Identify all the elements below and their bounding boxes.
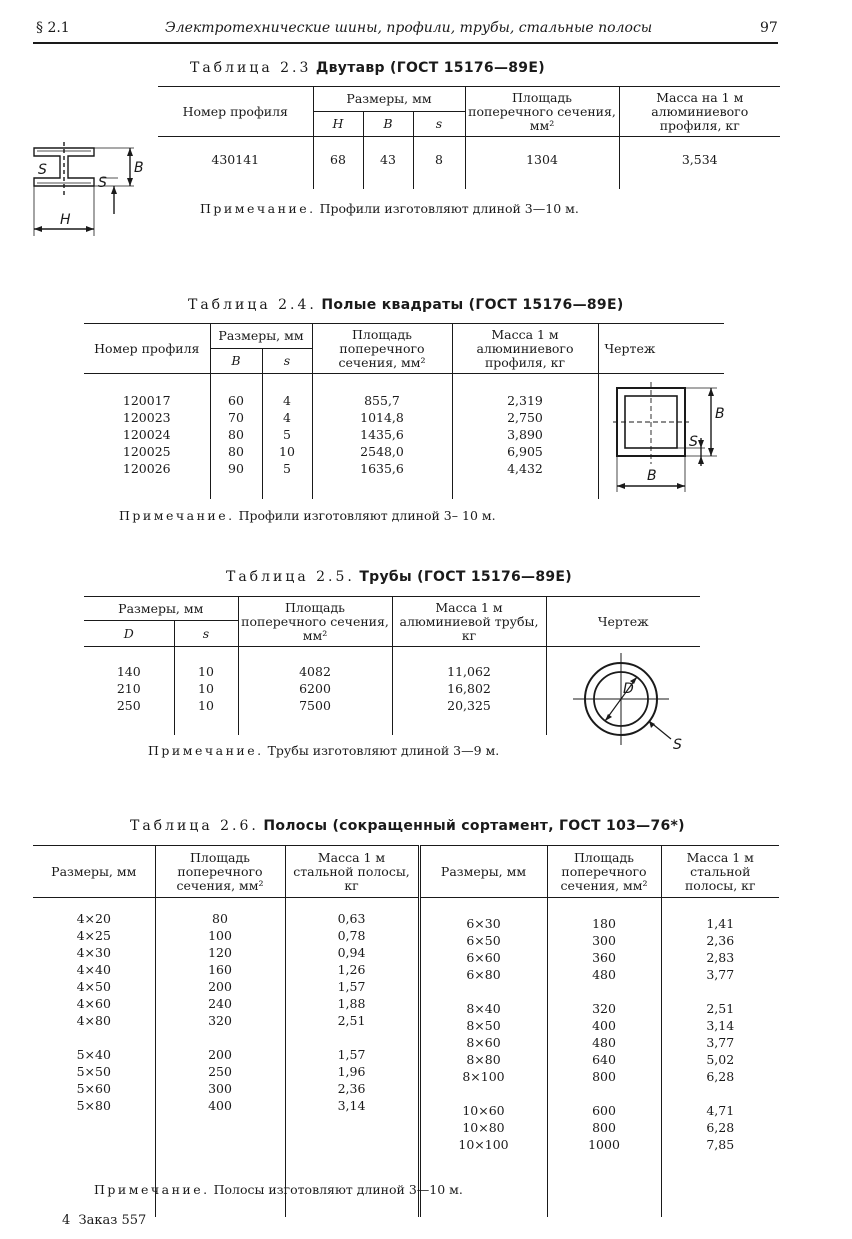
col-header-profile: Номер профиля [158, 87, 313, 137]
note-text: Трубы изготовляют длиной 3—9 м. [267, 743, 500, 758]
col-header-area: Площадь поперечного сечения, мм² [312, 324, 452, 374]
col-header-mass-right: Масса 1 м стальной полосы, кг [661, 846, 779, 898]
list-item: 1,26 [337, 962, 366, 977]
list-item: 480 [592, 1035, 616, 1050]
note-text: Полосы изготовляют длиной 3—10 м. [213, 1182, 463, 1197]
col-header-sizes-left: Размеры, мм [33, 846, 155, 898]
list-item: 2548,0 [360, 444, 404, 459]
note-label: Примечание. [200, 201, 316, 216]
list-item: 4,71 [706, 1103, 735, 1118]
list-item: 7500 [299, 698, 331, 713]
col-mass-values [452, 374, 598, 499]
section-number: § 2.1 [36, 20, 70, 36]
list-item [421, 983, 547, 1000]
table-2-3-name: Двутавр (ГОСТ 15176—89Е) [315, 60, 545, 76]
list-item: 800 [592, 1120, 616, 1135]
cell-profile: 430141 [158, 137, 313, 189]
list-item: 4,432 [507, 461, 543, 476]
list-item: 1635,6 [360, 461, 404, 476]
list-item: 6200 [299, 681, 331, 696]
col-header-s: s [413, 112, 465, 137]
list-item: 6,905 [507, 444, 543, 459]
col-header-area: Площадь поперечного сечения, мм² [238, 597, 392, 647]
table-2-3 [158, 86, 780, 189]
list-item: 7,85 [706, 1137, 735, 1152]
col-header-sizes-right: Размеры, мм [419, 846, 547, 898]
header-rule [33, 42, 778, 44]
col-mass-values [392, 647, 546, 735]
list-item: 20,325 [447, 698, 491, 713]
table-2-5-title [226, 569, 572, 585]
list-item: 5 [283, 461, 291, 476]
list-item: 2,36 [337, 1081, 366, 1096]
list-item [286, 1131, 418, 1148]
list-item [156, 1029, 285, 1046]
list-item: 10 [279, 444, 295, 459]
col-area-values [238, 647, 392, 735]
list-item [548, 983, 661, 1000]
square-label-b-bottom: B [646, 468, 657, 484]
list-item: 600 [592, 1103, 616, 1118]
col-header-mass: Масса 1 м алюминиевого профиля, кг [452, 324, 598, 374]
list-item: 8×80 [466, 1052, 501, 1067]
list-item [33, 1029, 155, 1046]
list-item: 16,802 [447, 681, 491, 696]
table-2-6-name: Полосы (сокращенный сортамент, ГОСТ 103—76*) [263, 818, 685, 834]
list-item: 3,14 [706, 1018, 735, 1033]
list-item: 1,57 [337, 1047, 366, 1062]
table-2-3-note [200, 201, 579, 216]
list-item: 855,7 [364, 393, 400, 408]
list-item: 0,94 [337, 945, 366, 960]
page-number: 97 [760, 20, 778, 36]
table-2-4-title [188, 297, 624, 313]
hollow-square-drawing [613, 382, 725, 496]
running-title: Электротехнические шины, профили, трубы, стальные полосы [165, 20, 653, 36]
list-item: 80 [212, 911, 228, 926]
list-item: 300 [592, 933, 616, 948]
list-item: 100 [208, 928, 232, 943]
cell-s: 8 [413, 137, 465, 189]
list-item: 2,750 [507, 410, 543, 425]
col-header-s: s [174, 621, 238, 647]
note-label: Примечание. [94, 1182, 210, 1197]
list-item: 6×60 [466, 950, 501, 965]
list-item: 5 [283, 427, 291, 442]
i-beam-drawing [28, 140, 158, 240]
list-item: 120024 [122, 427, 171, 442]
col-header-mass: Масса на 1 м алюминиевого профиля, кг [619, 87, 780, 137]
list-item: 2,36 [706, 933, 735, 948]
list-item: 1435,6 [360, 427, 404, 442]
list-item: 140 [116, 664, 141, 679]
col-header-sizes: Размеры, мм [210, 324, 312, 349]
col-header-sizes: Размеры, мм [84, 597, 238, 621]
list-item: 1014,8 [360, 410, 404, 425]
list-item: 640 [592, 1052, 616, 1067]
list-item: 3,77 [706, 967, 735, 982]
cell-h: 68 [313, 137, 363, 189]
cell-b: 43 [363, 137, 413, 189]
tube-drawing [573, 653, 693, 753]
col-header-b: B [363, 112, 413, 137]
list-item: 10 [198, 698, 214, 713]
list-item: 5×40 [76, 1047, 111, 1062]
list-item: 8×50 [466, 1018, 501, 1033]
list-item: 4×60 [76, 996, 111, 1011]
col-header-area: Площадь поперечного сечения, мм² [465, 87, 619, 137]
col-area-right [547, 898, 661, 1217]
list-item: 120025 [122, 444, 171, 459]
list-item: 10×80 [462, 1120, 505, 1135]
col-header-drawing: Чертеж [598, 324, 724, 374]
list-item: 4 [283, 410, 291, 425]
list-item: 2,51 [706, 1001, 735, 1016]
list-item: 10 [198, 664, 214, 679]
col-profile-values [84, 374, 210, 499]
col-b-values [210, 374, 262, 499]
list-item: 160 [208, 962, 232, 977]
list-item: 0,78 [337, 928, 366, 943]
list-item: 10×100 [458, 1137, 509, 1152]
col-d-values [84, 647, 174, 735]
col-header-b: B [210, 349, 262, 374]
list-item: 120023 [122, 410, 171, 425]
table-2-5-note [148, 743, 499, 758]
table-2-4-note [119, 508, 496, 523]
note-text: Профили изготовляют длиной 3—10 м. [319, 201, 579, 216]
list-item [662, 1085, 780, 1102]
note-label: Примечание. [148, 743, 264, 758]
list-item: 8×40 [466, 1001, 501, 1016]
list-item: 1,57 [337, 979, 366, 994]
list-item: 2,319 [507, 393, 543, 408]
col-sizes-left [33, 898, 155, 1217]
col-mass-left [285, 898, 419, 1217]
list-item [33, 1131, 155, 1148]
list-item: 180 [592, 916, 616, 931]
col-header-h: H [313, 112, 363, 137]
list-item: 480 [592, 967, 616, 982]
list-item: 11,062 [447, 664, 491, 679]
list-item: 10×60 [462, 1103, 505, 1118]
table-2-4 [84, 323, 724, 499]
table-2-6 [33, 845, 779, 1217]
table-2-6-label: Таблица 2.6. [130, 818, 259, 834]
list-item [662, 983, 780, 1000]
list-item: 1,88 [337, 996, 366, 1011]
list-item [548, 1085, 661, 1102]
table-2-5-label: Таблица 2.5. [226, 569, 355, 585]
tube-label-d: D [622, 681, 634, 697]
table-2-4-label: Таблица 2.4. [188, 297, 317, 313]
col-area-values [312, 374, 452, 499]
list-item: 3,77 [706, 1035, 735, 1050]
table-2-3-title [190, 60, 545, 76]
col-s-values [174, 647, 238, 735]
list-item: 800 [592, 1069, 616, 1084]
footer-order: 4 Заказ 557 [62, 1213, 147, 1228]
cell-mass: 3,534 [681, 152, 718, 167]
drawing-cell [598, 374, 724, 499]
list-item: 6×30 [466, 916, 501, 931]
list-item: 240 [208, 996, 232, 1011]
list-item: 6×50 [466, 933, 501, 948]
square-label-s: S [688, 434, 698, 450]
col-header-sizes: Размеры, мм [313, 87, 465, 112]
list-item: 400 [592, 1018, 616, 1033]
col-header-area-right: Площадь поперечного сечения, мм² [547, 846, 661, 898]
list-item: 3,890 [507, 427, 543, 442]
list-item: 1000 [588, 1137, 620, 1152]
table-2-6-title [130, 818, 685, 834]
list-item: 360 [592, 950, 616, 965]
list-item: 4×20 [76, 911, 111, 926]
list-item: 60 [228, 393, 244, 408]
list-item: 6,28 [706, 1069, 735, 1084]
list-item: 3,14 [337, 1098, 366, 1113]
i-beam-label-h: H [60, 212, 71, 228]
table-row [158, 137, 780, 189]
table-2-6-note [94, 1182, 463, 1197]
list-item: 250 [208, 1064, 232, 1079]
col-header-d: D [84, 621, 174, 647]
list-item: 320 [592, 1001, 616, 1016]
list-item [33, 1114, 155, 1131]
list-item [286, 1029, 418, 1046]
drawing-cell [546, 647, 700, 753]
cell-area: 1304 [465, 137, 619, 189]
list-item: 4×30 [76, 945, 111, 960]
col-mass-right [661, 898, 779, 1217]
list-item [286, 1114, 418, 1131]
list-item: 120 [208, 945, 232, 960]
col-area-left [155, 898, 285, 1217]
square-label-b-side: B [714, 406, 725, 422]
list-item: 4×40 [76, 962, 111, 977]
i-beam-label-s-flange: S [38, 162, 47, 178]
list-item: 4 [283, 393, 291, 408]
list-item [156, 1131, 285, 1148]
list-item: 2,51 [337, 1013, 366, 1028]
list-item [156, 1114, 285, 1131]
list-item: 320 [208, 1013, 232, 1028]
col-header-drawing: Чертеж [546, 597, 700, 647]
list-item: 70 [228, 410, 244, 425]
list-item: 5×80 [76, 1098, 111, 1113]
list-item: 120017 [122, 393, 171, 408]
list-item: 120026 [122, 461, 171, 476]
list-item: 0,63 [337, 911, 366, 926]
note-text: Профили изготовляют длиной 3– 10 м. [238, 508, 496, 523]
list-item: 210 [116, 681, 141, 696]
list-item: 300 [208, 1081, 232, 1096]
list-item: 1,41 [706, 916, 735, 931]
list-item: 2,83 [706, 950, 735, 965]
col-sizes-right [419, 898, 547, 1217]
col-header-area-left: Площадь поперечного сечения, мм² [155, 846, 285, 898]
list-item: 90 [228, 461, 244, 476]
list-item: 200 [208, 979, 232, 994]
table-2-5-name: Трубы (ГОСТ 15176—89Е) [359, 569, 572, 585]
col-header-mass: Масса 1 м алюминиевой трубы, кг [392, 597, 546, 647]
list-item [421, 1085, 547, 1102]
list-item: 250 [116, 698, 141, 713]
col-header-s: s [262, 349, 312, 374]
list-item: 5×50 [76, 1064, 111, 1079]
list-item: 6,28 [706, 1120, 735, 1135]
list-item: 5×60 [76, 1081, 111, 1096]
col-header-mass-left: Масса 1 м стальной полосы, кг [285, 846, 419, 898]
table-2-4-name: Полые квадраты (ГОСТ 15176—89Е) [321, 297, 624, 313]
list-item: 4×25 [76, 928, 111, 943]
i-beam-label-s-web: S [98, 175, 107, 191]
list-item: 4×50 [76, 979, 111, 994]
table-2-3-label: Таблица 2.3 [190, 60, 312, 76]
tube-label-s: S [672, 737, 682, 753]
i-beam-label-b: B [134, 160, 144, 176]
list-item: 4082 [299, 664, 331, 679]
list-item: 200 [208, 1047, 232, 1062]
note-label: Примечание. [119, 508, 235, 523]
list-item: 80 [228, 427, 244, 442]
list-item: 400 [208, 1098, 232, 1113]
list-item: 4×80 [76, 1013, 111, 1028]
list-item: 8×100 [462, 1069, 505, 1084]
col-header-profile: Номер профиля [84, 324, 210, 374]
list-item: 5,02 [706, 1052, 735, 1067]
list-item: 1,96 [337, 1064, 366, 1079]
list-item: 80 [228, 444, 244, 459]
col-s-values [262, 374, 312, 499]
list-item: 10 [198, 681, 214, 696]
list-item: 8×60 [466, 1035, 501, 1050]
list-item: 6×80 [466, 967, 501, 982]
